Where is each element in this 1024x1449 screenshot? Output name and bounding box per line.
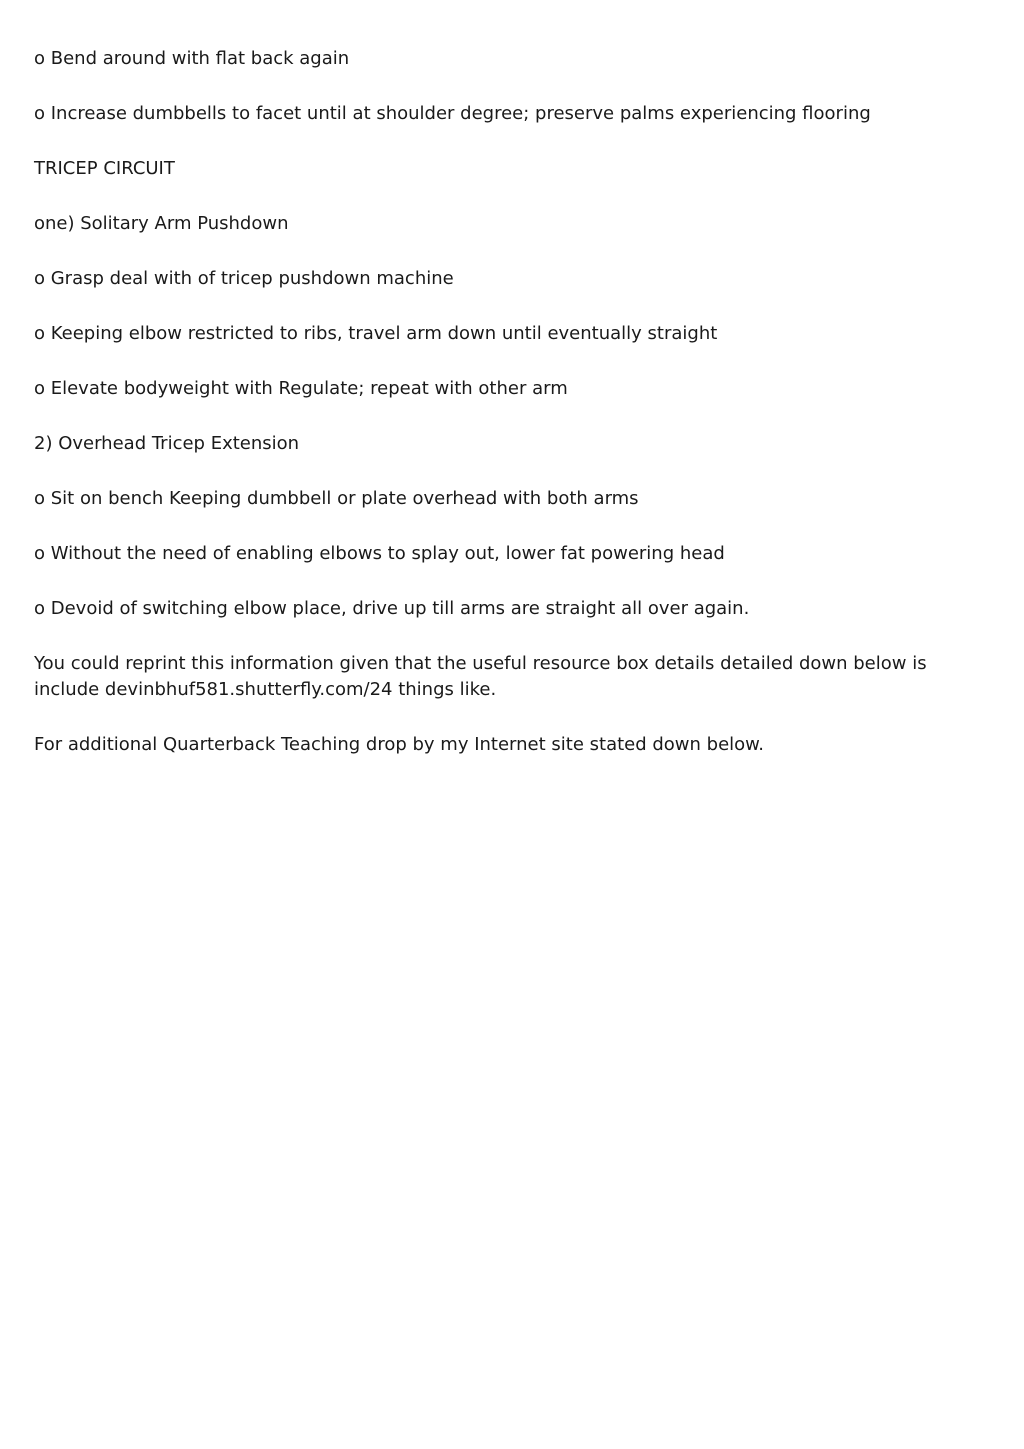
bullet-increase-dumbbells: o Increase dumbbells to facet until at shoulder degree; preserve palms experiencing flooring [34,103,871,124]
bullet-bend-around: o Bend around with flat back again [34,48,350,69]
closing-note: For additional Quarterback Teaching drop by my Internet site stated down below. [34,734,764,755]
bullet-sit-on-bench: o Sit on bench Keeping dumbbell or plate overhead with both arms [34,488,639,509]
exercise-heading-solitary-arm-pushdown: one) Solitary Arm Pushdown [34,213,289,234]
bullet-elevate-bodyweight: o Elevate bodyweight with Regulate; repeat with other arm [34,378,568,399]
exercise-heading-overhead-tricep-extension: 2) Overhead Tricep Extension [34,433,300,454]
reprint-notice: You could reprint this information given that the useful resource box details detailed down below is include devinbhuf581.shutterfly.com/24 things like. [34,653,927,700]
document-page [34,46,994,787]
bullet-grasp-handle: o Grasp deal with of tricep pushdown machine [34,268,454,289]
bullet-keeping-elbow: o Keeping elbow restricted to ribs, travel arm down until eventually straight [34,323,718,344]
section-heading-tricep-circuit: TRICEP CIRCUIT [34,158,175,179]
bullet-lower-weight: o Without the need of enabling elbows to splay out, lower fat powering head [34,543,725,564]
bullet-drive-up: o Devoid of switching elbow place, drive up till arms are straight all over again. [34,598,750,619]
